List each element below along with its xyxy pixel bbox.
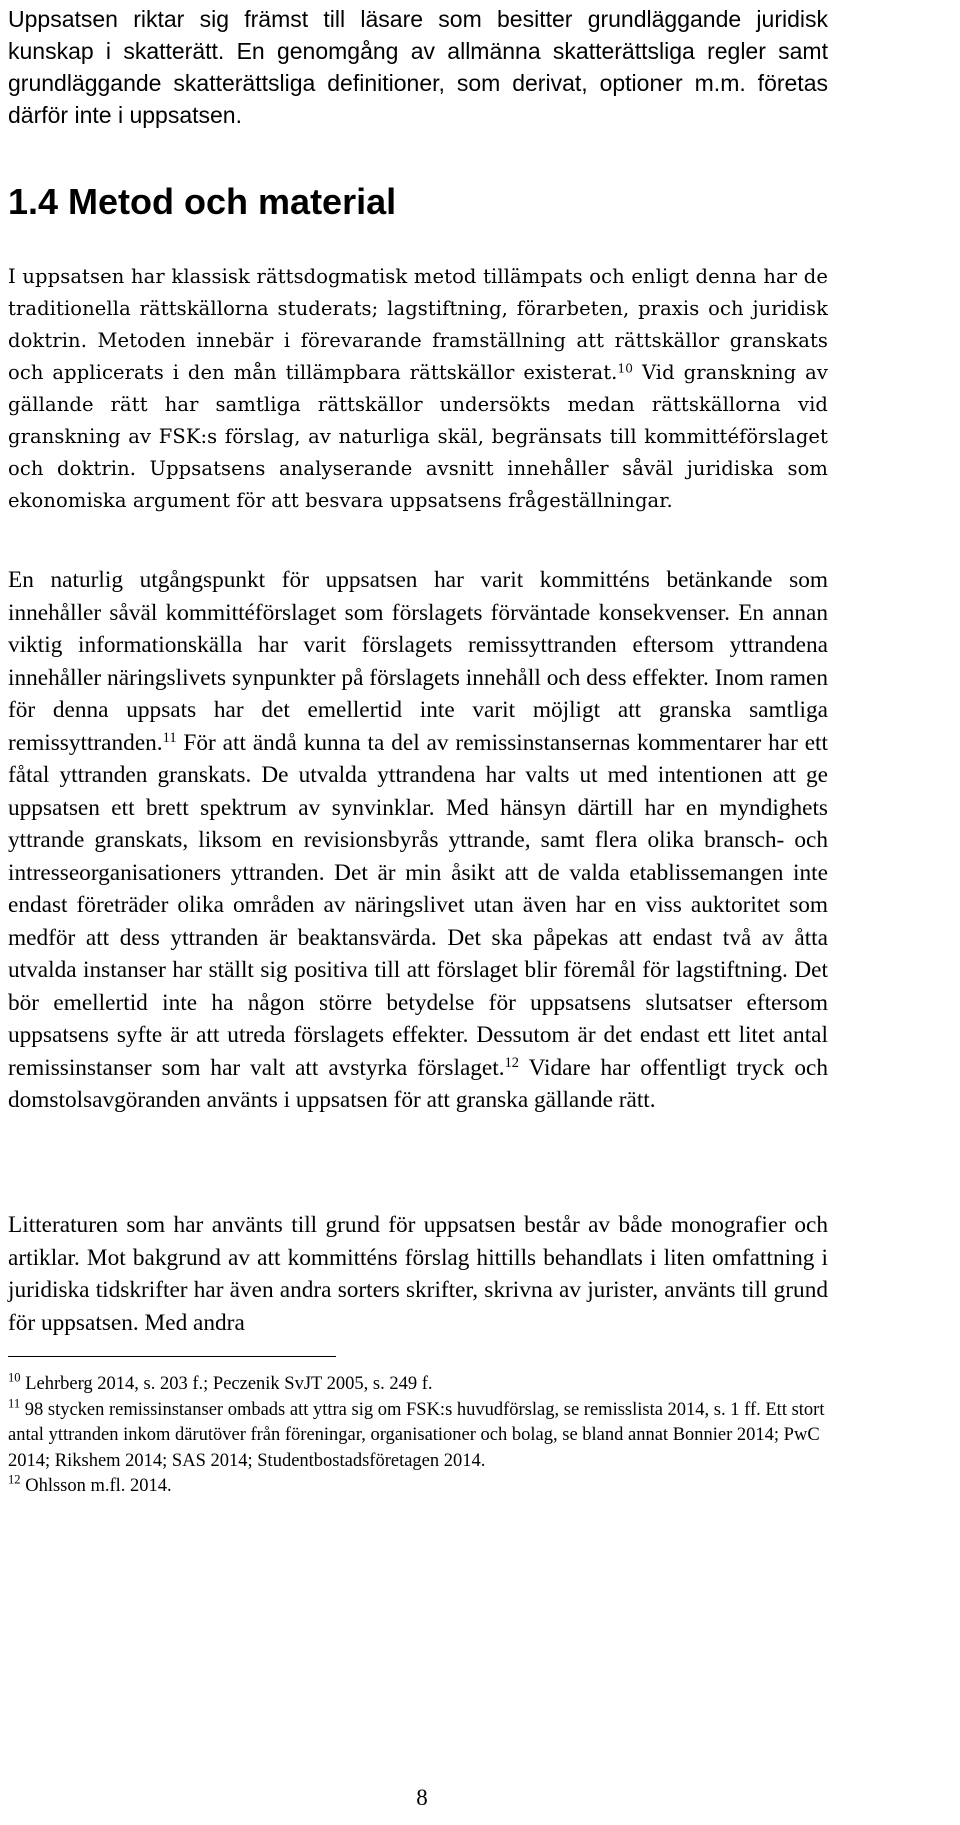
footnote-ref-10: 10 [617,361,634,376]
method-paragraph-part-3: Uppsatsens analyserande avsnitt innehåller såväl juridiska som ekonomiska argument för att besvara uppsatsens frågeställningar. [8,457,828,512]
footnote-12 [8,1474,828,1500]
document-page [8,0,828,1825]
method-paragraph-part-1: I uppsatsen har klassisk rättsdogmatisk metod tillämpats och enligt denna har de traditionella rättskällorna studerats; lagstiftning, förarbeten, praxis och juridisk doktrin. Metoden innebär i förevarande framställning att rättskällor granskats och applicerats i den mån tillämpbara rättskällor existerat. [8,265,828,384]
committee-paragraph-part-2: För att ändå kunna ta del av remissinstansernas kommentarer har ett fåtal yttranden granskats. De utvalda yttrandena har valts ut med intentionen att ge uppsatsen ett brett spektrum av synvinklar. Med hänsyn därtill har en myndighets yttrande granskats, liksom en revisionsbyrås yttrande, samt flera olika bransch- och intresseorganisationers yttranden. Det är min åsikt att de valda etablissemangen inte endast företräder olika områden av näringslivet utan även har en viss auktoritet som medför att dess yttranden är beaktansvärda. Det ska påpekas att endast två av åtta utvalda instanser har ställt sig positiva till att förslaget blir föremål för lagstiftning. Det bör emellertid inte ha någon större betydelse för uppsatsens slutsatser eftersom uppsatsens syfte är att utreda förslagets effekter. Dessutom är det endast ett litet antal remissinstanser som har valt att avstyrka förslaget. [8,729,828,1081]
footnote-ref-11: 11 [162,729,177,746]
intro-paragraph: Uppsatsen riktar sig främst till läsare som besitter grundläggande juridisk kunskap i skatterätt. En genomgång av allmänna skatterättsliga regler samt grundläggande skatterättsliga definitioner, som derivat, optioner m.m. företas därför inte i uppsatsen. [8,6,828,128]
literature-paragraph: Litteraturen som har använts till grund för uppsatsen består av både monografier och artiklar. Mot bakgrund av att kommitténs förslag hittills behandlats i liten omfattning i juridiska tidskrifter har även andra sorters skrifter, skrivna av jurister, använts till grund för uppsatsen. Med andra [8,1212,828,1336]
page-number: 8 [416,1785,428,1810]
footnote-number: 12 [8,1472,21,1487]
committee-paragraph [8,564,828,1117]
footnote-10 [8,1372,828,1398]
footnote-11 [8,1395,828,1475]
footnotes [8,1372,828,1500]
committee-paragraph-part-1: En naturlig utgångspunkt för uppsatsen har varit kommitténs betänkande som innehåller såväl kommittéförslaget som förslagets förväntade konsekvenser. En annan viktig informationskälla har varit förslagets remissyttranden eftersom yttrandena innehåller näringslivets synpunkter på förslagets innehåll och dess effekter. Inom ramen för denna uppsats har det emellertid inte varit möjligt att granska samtliga remissyttranden. [8,567,828,756]
footnote-text: 98 stycken remissinstanser ombads att yttra sig om FSK:s huvudförslag, se remisslista 2014, s. 1 ff. Ett stort antal yttranden inkom därutöver från föreningar, organisationer och bolag, se bland annat Bonnier 2014; PwC 2014; Rikshem 2014; SAS 2014; Studentbostadsföretagen 2014. [8,1399,825,1471]
footnote-number: 10 [8,1370,21,1385]
footnote-ref-12: 12 [504,1054,520,1071]
method-paragraph-part-2: Vid granskning av gällande rätt har samtliga rättskällor undersökts medan rättskällorna vid granskning av FSK:s förslag, av naturliga skäl, begränsats till kommittéförslaget och doktrin. [8,361,828,480]
method-paragraph [8,261,828,517]
footnote-separator [8,1356,336,1357]
footnote-text: Lehrberg 2014, s. 203 f.; Peczenik SvJT 2005, s. 249 f. [20,1374,433,1394]
committee-paragraph-part-3: Vidare har offentligt tryck och domstolsavgöranden använts i uppsatsen för att granska gällande rätt. [8,1054,828,1113]
footnote-text: Ohlsson m.fl. 2014. [20,1476,172,1496]
section-heading: 1.4 Metod och material [8,181,397,222]
footnote-number: 11 [8,1395,21,1410]
